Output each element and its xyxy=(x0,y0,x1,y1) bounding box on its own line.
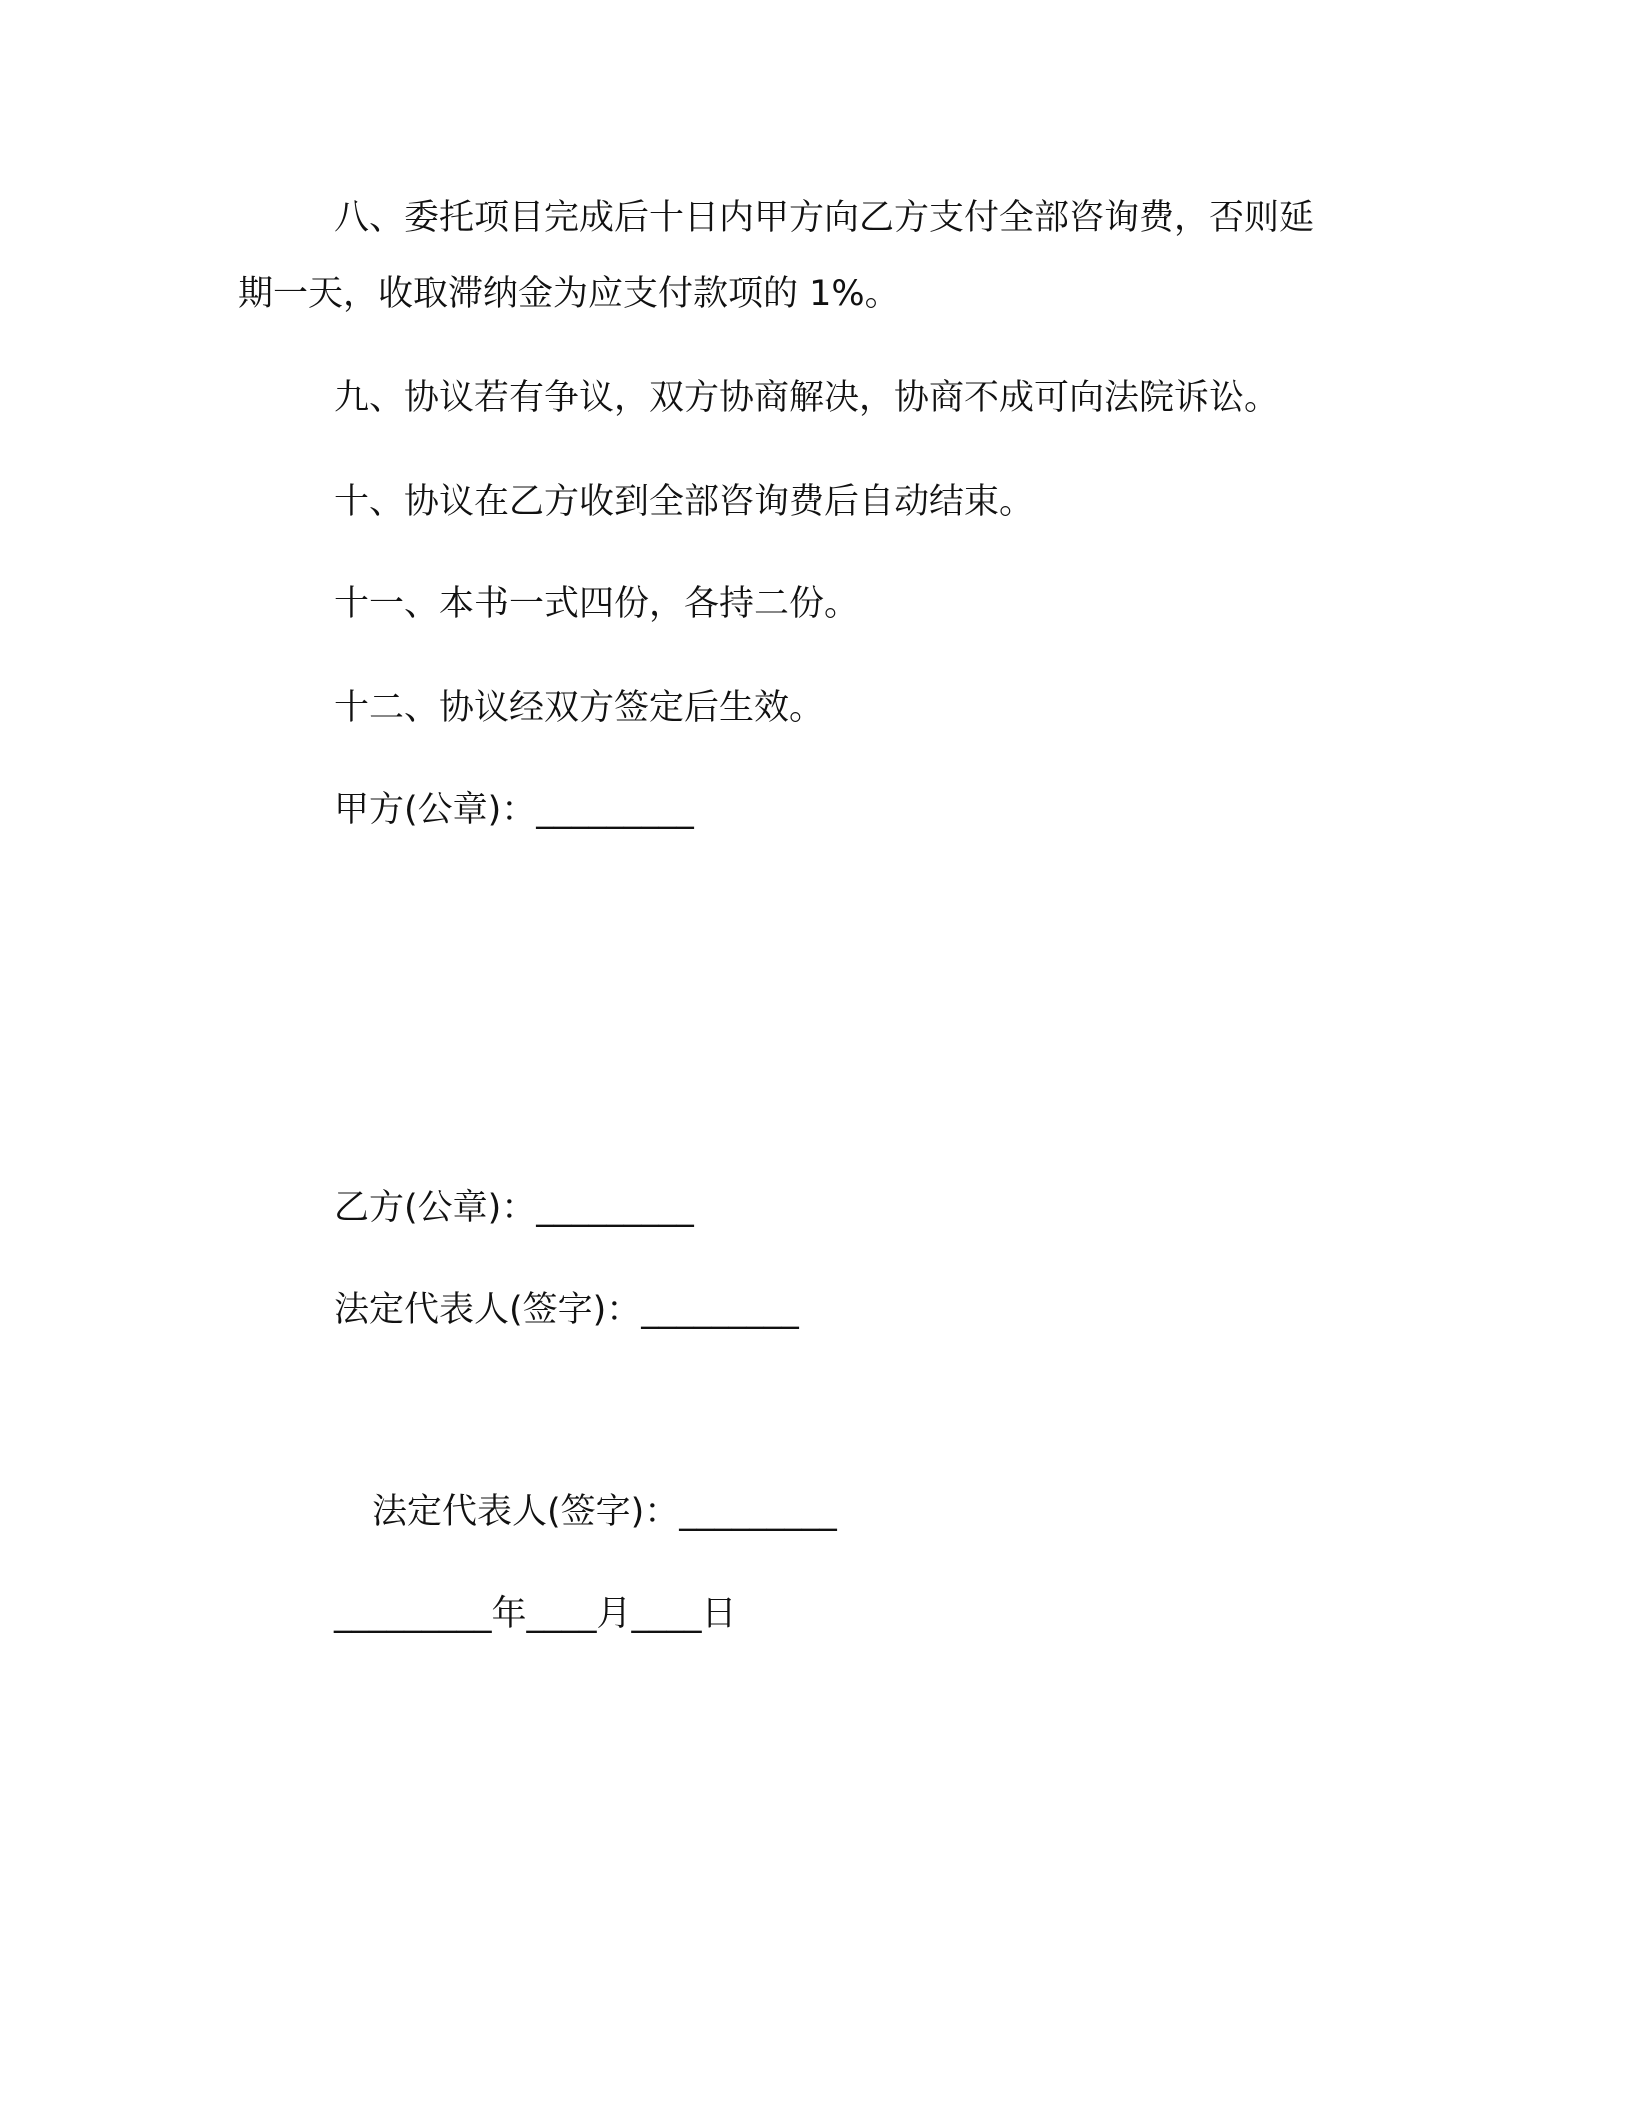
clause-8-line-1: 八、委托项目完成后十日内甲方向乙方支付全部咨询费，否则延 xyxy=(334,198,1315,238)
clause-9: 九、协议若有争议，双方协商解决，协商不成可向法院诉讼。 xyxy=(334,378,1280,418)
party-b-seal: 乙方(公章)：_________ xyxy=(334,1188,694,1228)
clause-12: 十二、协议经双方签定后生效。 xyxy=(334,688,825,728)
legal-representative-signature-1: 法定代表人(签字)：_________ xyxy=(334,1290,799,1330)
date-line: _________年____月____日 xyxy=(334,1594,737,1634)
legal-representative-signature-2: 法定代表人(签字)：_________ xyxy=(372,1492,837,1532)
clause-10: 十、协议在乙方收到全部咨询费后自动结束。 xyxy=(334,482,1035,522)
clause-11: 十一、本书一式四份，各持二份。 xyxy=(334,584,860,624)
clause-8-line-2: 期一天，收取滞纳金为应支付款项的 1%。 xyxy=(238,274,900,314)
party-a-seal: 甲方(公章)：_________ xyxy=(334,790,694,830)
